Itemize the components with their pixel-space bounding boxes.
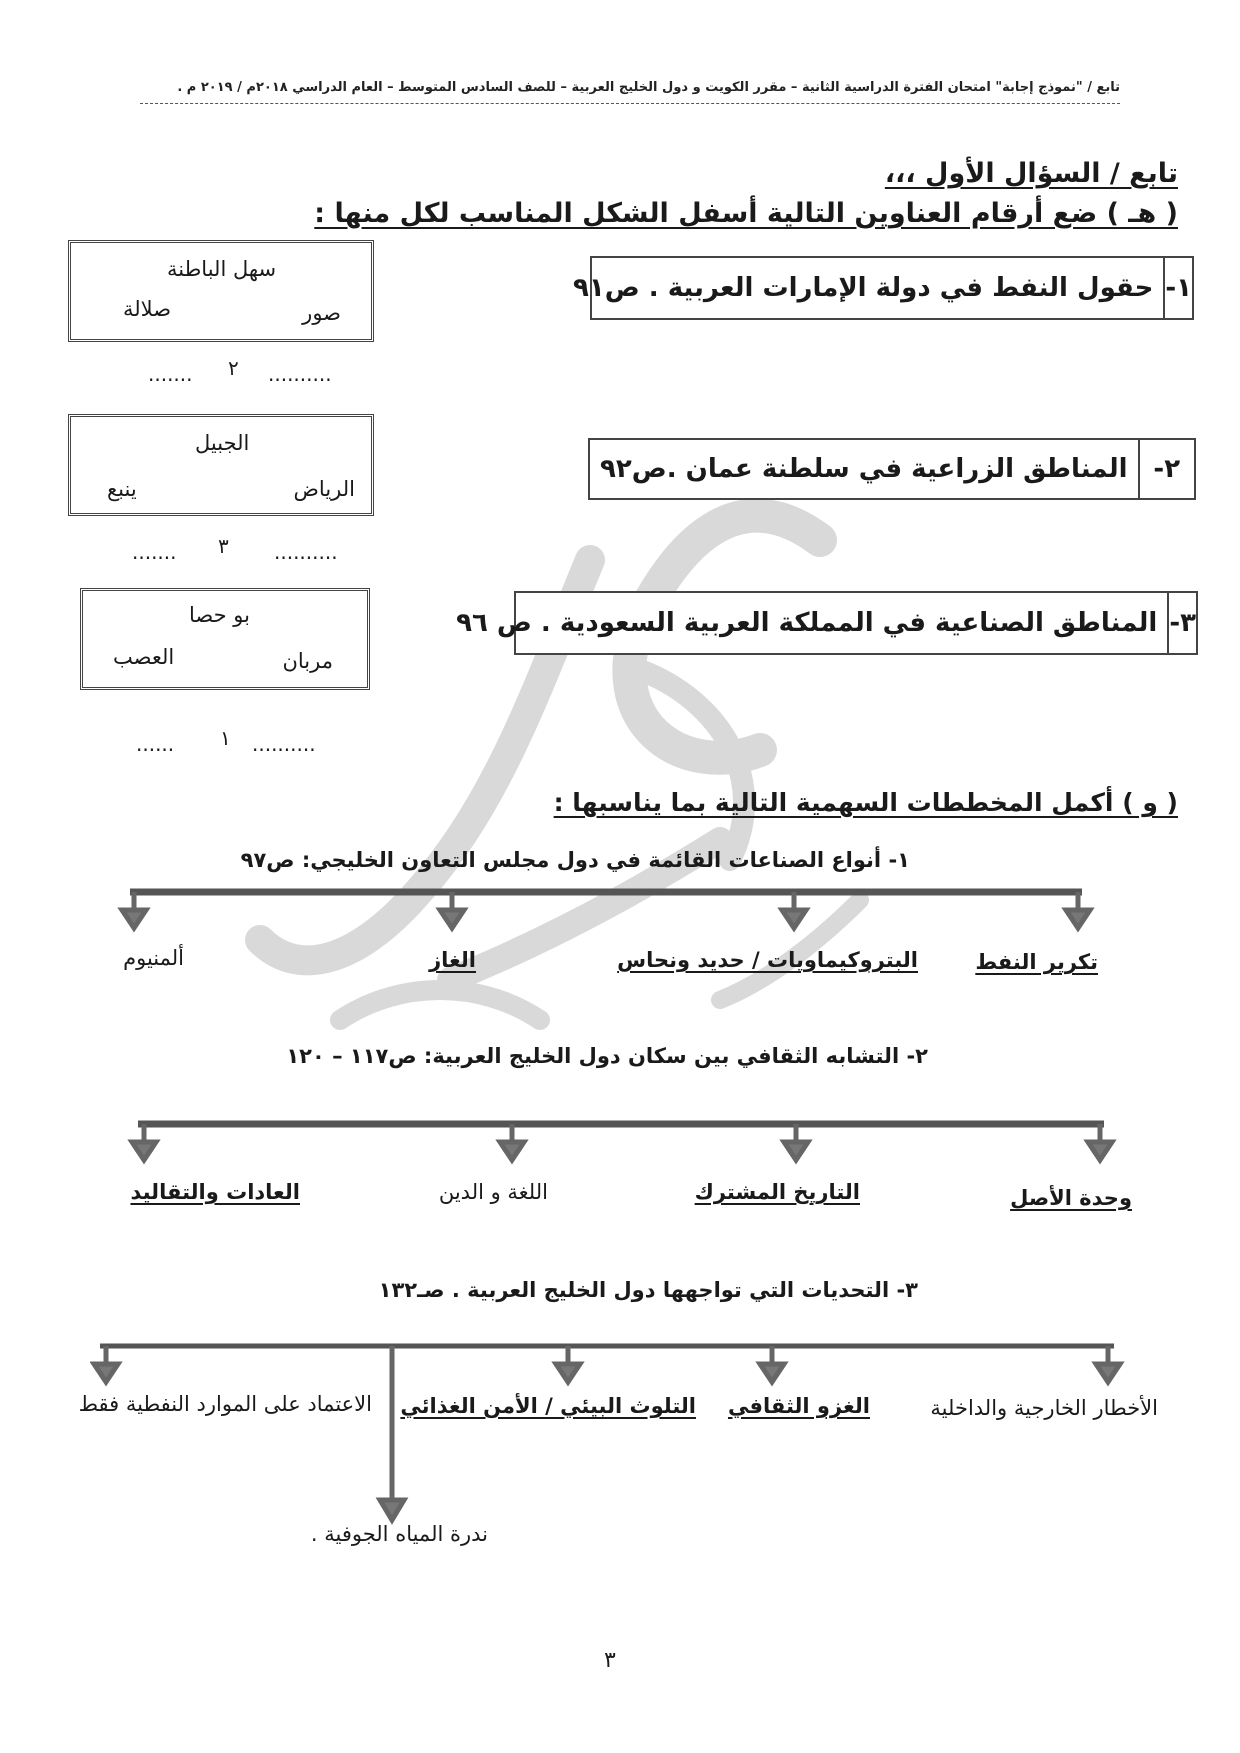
diagram-2-item-3: اللغة و الدين bbox=[438, 1180, 548, 1204]
place-top: سهل الباطنة bbox=[167, 257, 277, 281]
question-box-1 bbox=[573, 256, 1194, 320]
diagram-2-item-4: العادات والتقاليد bbox=[130, 1180, 300, 1204]
diagram-3-title: ٣- التحديات التي تواجهها دول الخليج العربية . صـ١٣٢ bbox=[378, 1278, 918, 1302]
diagram-1-title: ١- أنواع الصناعات القائمة في دول مجلس التعاون الخليجي: ص٩٧ bbox=[240, 848, 910, 872]
question-number: ٢- bbox=[1138, 440, 1194, 498]
diagram-2-title: ٢- التشابه الثقافي بين سكان دول الخليج العربية: ص١١٧ – ١٢٠ bbox=[286, 1044, 928, 1068]
question-text: المناطق الزراعية في سلطنة عمان .ص٩٢ bbox=[600, 454, 1128, 484]
place-left: صلالة bbox=[123, 297, 172, 321]
place-right: صور bbox=[302, 301, 341, 325]
diagram-3-item-2: الغزو الثقافي bbox=[727, 1394, 870, 1418]
place-box-1 bbox=[68, 240, 374, 342]
part-w-title: ( و ) أكمل المخططات السهمية التالية بما يناسبها : bbox=[553, 788, 1178, 817]
question-number: ١- bbox=[1163, 258, 1192, 318]
page-number: ٣ bbox=[604, 1648, 616, 1673]
answer-number: ٢ bbox=[228, 356, 239, 380]
place-box-2 bbox=[68, 414, 374, 516]
diagram-1-arrowheads bbox=[122, 892, 1090, 928]
page-header: تابع / "نموذج إجابة" امتحان الفترة الدراسية الثانية – مقرر الكويت و دول الخليج العربية – للصف السادس المتوسط – العام الدراسي ٢٠١٨م / ٢٠١٩ م . bbox=[177, 80, 1120, 95]
diagram-1-arrows bbox=[110, 880, 1130, 940]
header-divider bbox=[140, 103, 1120, 104]
place-left: ينبع bbox=[107, 477, 137, 501]
place-top: بو حصا bbox=[189, 603, 250, 627]
part-h-title: ( هـ ) ضع أرقام العناوين التالية أسفل الشكل المناسب لكل منها : bbox=[314, 198, 1178, 229]
diagram-3-item-5: ندرة المياه الجوفية . bbox=[310, 1522, 488, 1546]
question-box-2 bbox=[588, 438, 1196, 500]
place-right: الرياض bbox=[293, 477, 355, 501]
diagram-1-item-4: ألمنيوم bbox=[123, 946, 184, 970]
answer-number: ١ bbox=[220, 726, 231, 750]
diagram-2-arrows bbox=[120, 1112, 1140, 1172]
place-top: الجبيل bbox=[195, 431, 250, 455]
diagram-3-arrows bbox=[90, 1336, 1130, 1536]
answer-dots-right: .......... bbox=[274, 540, 338, 564]
answer-dots-right: .......... bbox=[252, 732, 316, 756]
diagram-1-item-2: البتروكيماويات / حديد ونحاس bbox=[617, 948, 918, 972]
answer-dots-left: ....... bbox=[148, 362, 193, 386]
place-right: مربان bbox=[282, 649, 333, 673]
place-left: العصب bbox=[113, 645, 175, 669]
place-box-3 bbox=[80, 588, 370, 690]
question-number: ٣- bbox=[1167, 593, 1196, 653]
question-text: حقول النفط في دولة الإمارات العربية . ص٩١ bbox=[573, 273, 1154, 303]
answer-dots-left: ...... bbox=[136, 732, 175, 756]
question-text: المناطق الصناعية في المملكة العربية السعودية . ص ٩٦ bbox=[456, 608, 1158, 638]
section-title: تابع / السؤال الأول ،،، bbox=[884, 158, 1178, 189]
diagram-1-item-1: تكرير النفط bbox=[975, 950, 1098, 974]
diagram-3-item-1: الأخطار الخارجية والداخلية bbox=[930, 1396, 1158, 1420]
diagram-3-item-3: التلوث البيئي / الأمن الغذائي bbox=[400, 1394, 696, 1418]
answer-dots-right: .......... bbox=[268, 362, 332, 386]
answer-number: ٣ bbox=[218, 534, 229, 558]
question-box-3 bbox=[456, 591, 1198, 655]
answer-dots-left: ....... bbox=[132, 540, 177, 564]
watermark-calligraphy bbox=[120, 420, 1020, 1120]
diagram-2-item-1: وحدة الأصل bbox=[1010, 1186, 1132, 1210]
diagram-1-item-3: الغاز bbox=[429, 948, 476, 972]
diagram-3-item-4: الاعتماد على الموارد النفطية فقط bbox=[78, 1392, 372, 1416]
diagram-2-item-2: التاريخ المشترك bbox=[694, 1180, 860, 1204]
